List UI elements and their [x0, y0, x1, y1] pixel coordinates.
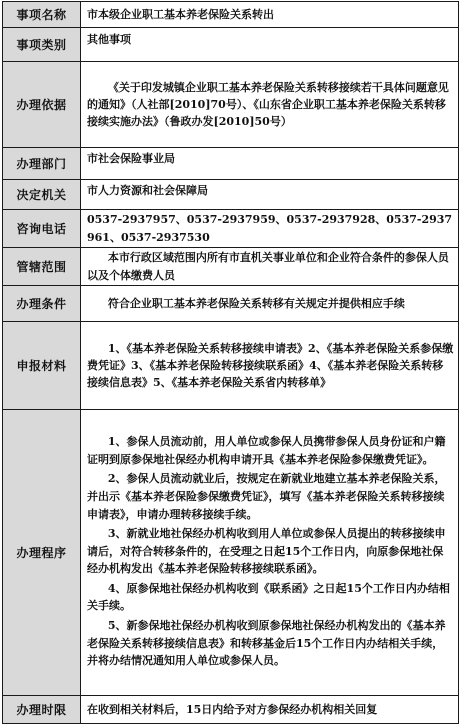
- table-row: [3, 148, 459, 180]
- table-row: [3, 696, 459, 724]
- table-row: [3, 2, 459, 28]
- row-value: [81, 322, 459, 410]
- table-row: [3, 286, 459, 322]
- row-label: 办理条件: [3, 286, 81, 322]
- row-value-text: 《关于印发城镇企业职工基本养老保险关系转移接续若干具体问题意见的通知》（人社部[2010]70号）、《山东省企业职工基本养老保险关系转移接续实施办法》（鲁政办发[2010]50号）: [87, 80, 449, 129]
- row-value: 在收到相关材料后，15日内给予对方参保经办机构相关回复: [81, 696, 459, 724]
- table-row: [3, 28, 459, 62]
- row-value: [81, 410, 459, 696]
- row-label: 办理部门: [3, 148, 81, 180]
- service-info-table: [2, 1, 459, 724]
- row-value: 市本级企业职工基本养老保险关系转出: [81, 2, 459, 28]
- row-value: [81, 62, 459, 148]
- procedure-step: 2、参保人员流动就业后，按规定在新就业地建立基本养老保险关系，并出示《基本养老保险参保缴费凭证》，填写《基本养老保险关系转移接续申请表》，申请办理转移接续手续。: [87, 472, 446, 521]
- row-label: 办理依据: [3, 62, 81, 148]
- row-value: 其他事项: [81, 28, 459, 62]
- table-row: [3, 180, 459, 210]
- row-label: 事项类别: [3, 28, 81, 62]
- row-value: [81, 286, 459, 322]
- row-value: [81, 248, 459, 286]
- procedure-step: 4、原参保地社保经办机构收到《联系函》之日起15个工作日内办结相关手续。: [87, 581, 450, 613]
- row-label: 决定机关: [3, 180, 81, 210]
- row-value: 市社会保险事业局: [81, 148, 459, 180]
- row-label: 办理程序: [3, 410, 81, 696]
- procedure-step: 3、新就业地社保经办机构收到用人单位或参保人员提出的转移接续申请后，对符合转移条件的，在受理之日起15个工作日内，向原参保地社保经办机构发出《基本养老保险转移接续联系函》。: [87, 527, 446, 576]
- procedure-step: 5、新参保地社保经办机构收到原参保地社保经办机构发出的《基本养老保险关系转移接续信息表》和转移基金后15个工作日内办结相关手续，并将办结情况通知用人单位或参保人员。: [87, 619, 446, 668]
- row-label: 申报材料: [3, 322, 81, 410]
- row-value-text: 本市行政区域范围内所有市直机关事业单位和企业符合条件的参保人员以及个体缴费人员: [87, 251, 449, 282]
- table-row: [3, 62, 459, 148]
- table-row: [3, 322, 459, 410]
- procedure-step: 1、参保人员流动前，用人单位或参保人员携带参保人员身份证和户籍证明到原参保地社保经办机构申请开具《基本养老保险参保缴费凭证》。: [87, 435, 446, 466]
- row-label: 办理时限: [3, 696, 81, 724]
- table-row: [3, 248, 459, 286]
- row-value-text: 符合企业职工基本养老保险关系转移有关规定并提供相应手续: [107, 296, 405, 310]
- document-page: [2, 1, 458, 724]
- row-label: 管辖范围: [3, 248, 81, 286]
- row-value: 0537-2937957、0537-2937959、0537-2937928、0537-2937961、0537-2937530: [81, 210, 459, 248]
- row-value-text: 1、《基本养老保险关系转移接续申请表》2、《基本养老保险关系参保缴费凭证》3、《基本养老保险转移接续联系函》4、《基本养老保险关系转移接续信息表》5、《基本养老保险关系省内转移单》: [87, 341, 454, 390]
- table-row: [3, 210, 459, 248]
- row-label: 咨询电话: [3, 210, 81, 248]
- table-row: [3, 410, 459, 696]
- row-value: 市人力资源和社会保障局: [81, 180, 459, 210]
- row-label: 事项名称: [3, 2, 81, 28]
